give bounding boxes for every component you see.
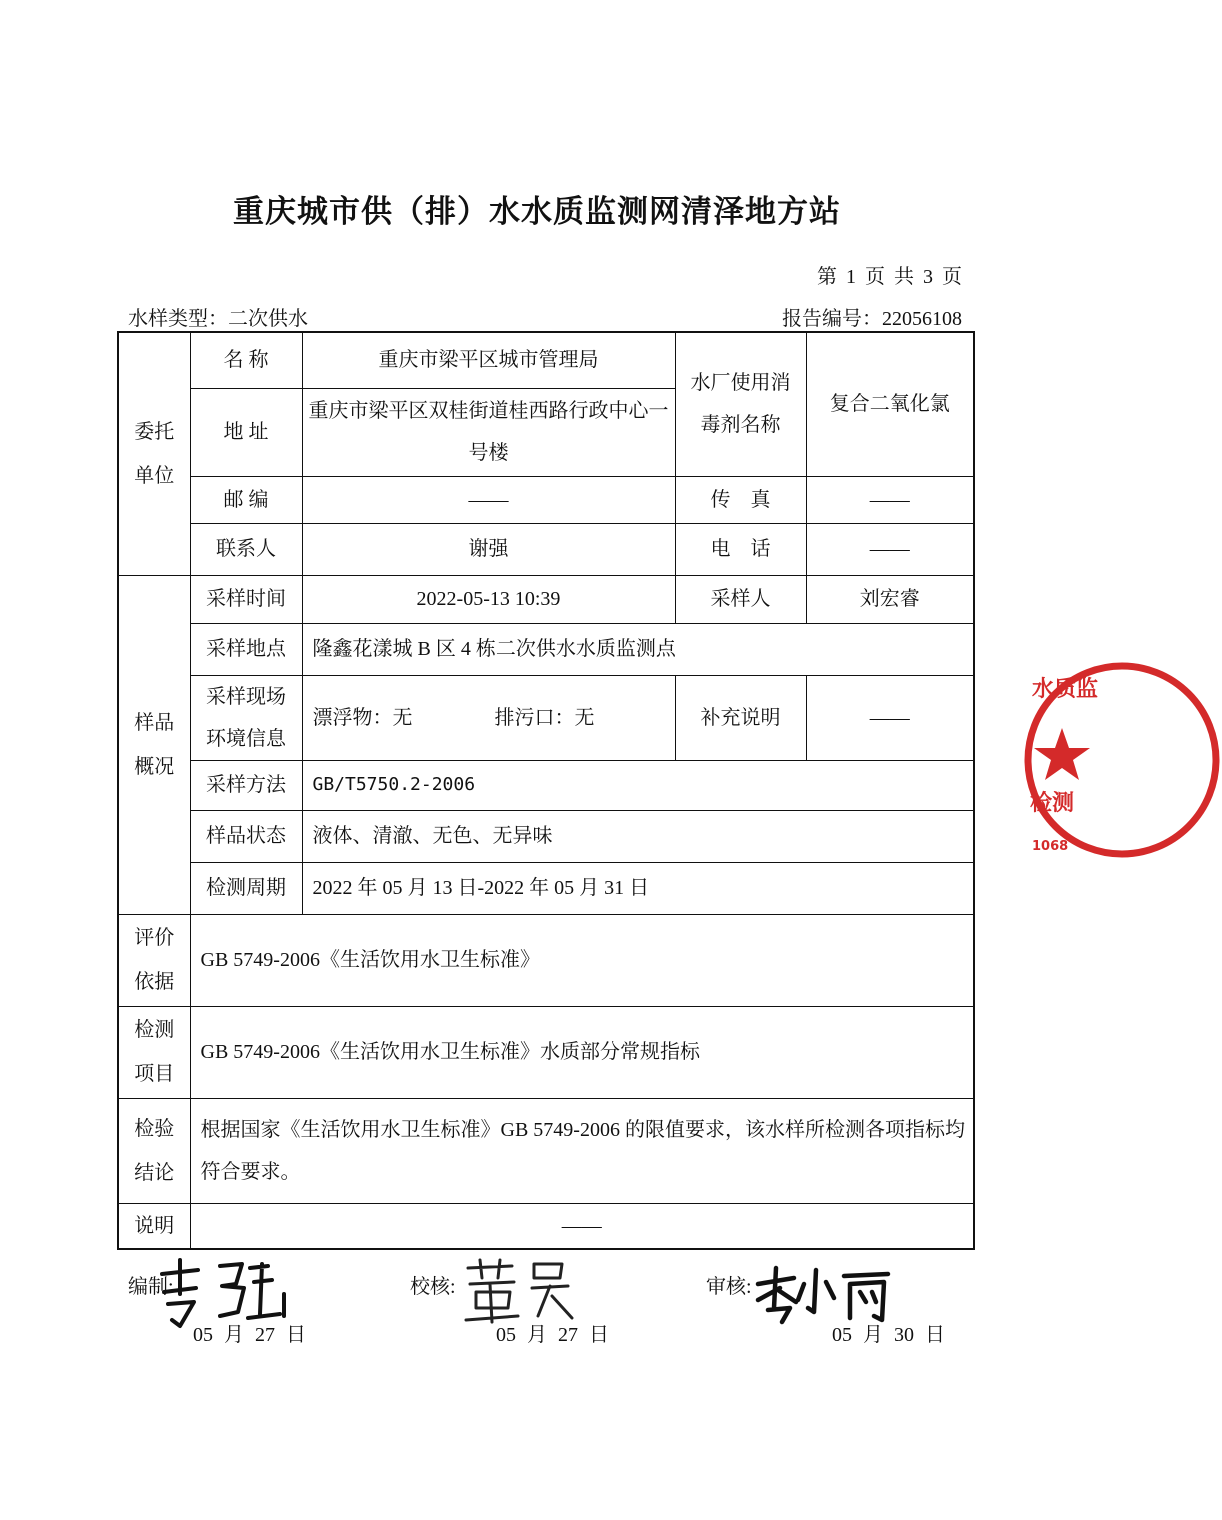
- phone-value: ——: [806, 523, 974, 575]
- time-label: 采样时间: [190, 575, 302, 623]
- stamp-number: 1068: [1032, 839, 1069, 854]
- env-sewage: 排污口：无: [494, 706, 595, 729]
- note-label: 补充说明: [675, 675, 806, 760]
- disinfectant-value: 复合二氧化氯: [806, 332, 974, 476]
- page-number: 第 1 页 共 3 页: [817, 266, 962, 288]
- address-label: 地 址: [190, 388, 302, 476]
- stamp-icon: [1022, 650, 1222, 870]
- contact-label: 联系人: [190, 523, 302, 575]
- checker-label: 校核:: [410, 1276, 456, 1298]
- env-float: 漂浮物：无: [312, 706, 413, 729]
- basis-value: GB 5749-2006《生活饮用水卫生标准》: [190, 914, 974, 1006]
- env-label: 采样现场环境信息: [190, 675, 302, 760]
- state-label: 样品状态: [190, 810, 302, 862]
- location-value: 隆鑫花漾城 B 区 4 栋二次供水水质监测点: [302, 623, 974, 675]
- env-value: [302, 675, 675, 760]
- stamp-text-top: 水质监: [1032, 677, 1099, 702]
- sampler-label: 采样人: [675, 575, 806, 623]
- client-group-label: 委托单位: [118, 332, 190, 575]
- editor-label: 编制:: [128, 1276, 174, 1298]
- sampler-value: 刘宏睿: [806, 575, 974, 623]
- editor-date: 05 月 27 日: [193, 1324, 306, 1346]
- fax-value: ——: [806, 476, 974, 523]
- reviewer-date: 05 月 30 日: [832, 1324, 945, 1346]
- name-label: 名 称: [190, 332, 302, 388]
- checker-date: 05 月 27 日: [496, 1324, 609, 1346]
- stamp-text-bottom: 检测: [1030, 791, 1075, 816]
- basis-label: 评价依据: [118, 914, 190, 1006]
- period-value: 2022 年 05 月 13 日-2022 年 05 月 31 日: [302, 862, 974, 914]
- items-label: 检测项目: [118, 1006, 190, 1098]
- name-value: 重庆市梁平区城市管理局: [302, 332, 675, 388]
- address-value: 重庆市梁平区双桂街道桂西路行政中心一号楼: [302, 388, 675, 476]
- state-value: 液体、清澈、无色、无异味: [302, 810, 974, 862]
- conclusion-label: 检验结论: [118, 1098, 190, 1203]
- fax-label: 传 真: [675, 476, 806, 523]
- disinfectant-label: 水厂使用消毒剂名称: [675, 332, 806, 476]
- time-value: 2022-05-13 10:39: [302, 575, 675, 623]
- note-value: ——: [806, 675, 974, 760]
- conclusion-value: 根据国家《生活饮用水卫生标准》GB 5749-2006 的限值要求，该水样所检测各项指标均符合要求。: [190, 1098, 974, 1203]
- official-stamp: [1022, 650, 1099, 870]
- remarks-label: 说明: [118, 1203, 190, 1249]
- report-table: [117, 331, 975, 1250]
- location-label: 采样地点: [190, 623, 302, 675]
- reviewer-label: 审核:: [706, 1276, 752, 1298]
- postcode-label: 邮 编: [190, 476, 302, 523]
- report-number: 报告编号：22056108: [782, 308, 962, 330]
- method-value: GB/T5750.2-2006: [302, 760, 974, 810]
- sample-group-label: 样品概况: [118, 575, 190, 914]
- method-label: 采样方法: [190, 760, 302, 810]
- page-title: 重庆城市供（排）水水质监测网清泽地方站: [233, 194, 841, 230]
- items-value: GB 5749-2006《生活饮用水卫生标准》水质部分常规指标: [190, 1006, 974, 1098]
- postcode-value: ——: [302, 476, 675, 523]
- sample-type: 水样类型：二次供水: [128, 308, 308, 330]
- phone-label: 电 话: [675, 523, 806, 575]
- remarks-value: ——: [190, 1203, 974, 1249]
- contact-value: 谢强: [302, 523, 675, 575]
- reviewer-signature: [754, 1262, 894, 1324]
- period-label: 检测周期: [190, 862, 302, 914]
